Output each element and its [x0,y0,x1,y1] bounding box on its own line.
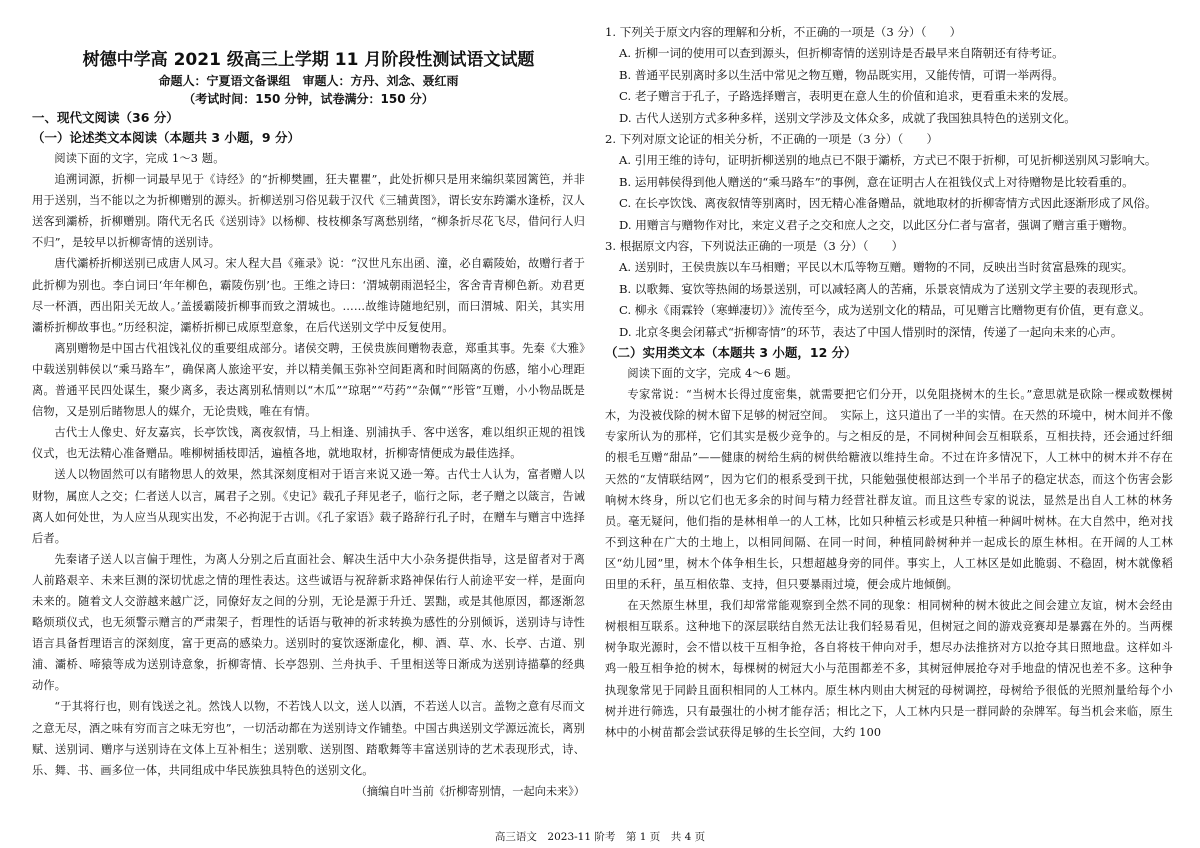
question-option[interactable]: B. 以歌舞、宴饮等热闹的场景送别，可以减轻离人的苦痛，乐景哀情成为了送别文学主要的表现形式。 [619,281,1146,296]
exam-title: 树德中学高 2021 级高三上学期 11 月阶段性测试语文试题 [82,50,535,70]
reading-intro: 阅读下面的文字，完成 4～6 题。 [627,367,798,381]
question-1 [605,22,1173,129]
passage-paragraph: 追溯词源，折柳一词最早见于《诗经》的“折柳樊圃，狂夫瞿瞿”，此处折柳只是用来编织菜园篱笆，并非用于送别，当不能以之为折柳赠别的源头。折柳送别习俗见载于汉代《三辅黄图》，谓长安东跨灞水逢桥，汉人送客到灞桥，折柳赠别。隋代无名氏《送别诗》以杨柳、枝枝柳条写离愁别绪，“柳条折尽花飞尽，借问行人归不归”，是较早以折柳寄情的送别诗。 [32,173,585,250]
passage-paragraph: “于其将行也，则有饯送之礼。然饯人以物，不若饯人以文，送人以酒，不若送人以言。盖物之意有尽而文之意无尽，酒之味有穷而言之味无穷也”，一切活动都在为送别诗文作铺垫。中国古典送别文学源远流长，离别赋、送别词、赠序与送别诗在文体上互补相生；送别歌、送别图、踏歌舞等丰富送别诗的艺术表现形式，诗、乐、舞、书、画多位一体，共同组成中华民族独具特色的送别文化。 [32,700,585,777]
subsection-heading: （一）论述类文本阅读（本题共 3 小题，9 分） [32,130,300,145]
left-column [32,48,585,802]
passage-paragraph: 古代士人像史、好友嘉宾，长亭饮饯，离夜叙情，马上相逢、别浦执手、客中送客，难以组织正规的祖饯仪式，也无法精心准备赠品。唯柳树插枝即活，遍植各地，就地取材，折柳寄情便成为最佳选择。 [32,426,585,461]
passage-paragraph: 离别赠物是中国古代祖饯礼仪的重要组成部分。诸侯交聘，王侯贵族间赠物表意，郑重其事。先秦《大雅》中载送别韩侯以“乘马路车”，确保离人旅途平安，并以精美佩玉弥补空间距离和时间隔离的伤感，缩小心理距离。普通平民四处谋生，聚少离多，表达离别私情则以“木瓜”“琼琚”“芍药”“杂佩”“彤管”互赠，小小物品既是信物，又是别后睹物思人的媒介，无论贵贱，唯在有情。 [32,341,585,419]
question-option[interactable]: A. 送别时，王侯贵族以车马相赠；平民以木瓜等物互赠。赠物的不同，反映出当时贫富悬殊的现实。 [619,260,1134,275]
passage-paragraph: 唐代灞桥折柳送别已成唐人风习。宋人程大昌《雍录》说：“汉世凡东出函、潼，必自霸陵始，故赠行者于此折柳为别也。李白词曰‘年年柳色，霸陵伤别’也。王维之诗曰：‘渭城朝雨浥轻尘，客舍青青柳色新。劝君更尽一杯酒，西出阳关无故人。’盖援霸陵折柳事而致之渭城也。……故维诗随地纪别，而曰渭城、阳关，其实用灞桥折柳故事也。”历经积淀，灞桥折柳已成原型意象，在后代送别文学中反复使用。 [32,257,585,334]
question-option[interactable]: D. 北京冬奥会闭幕式“折柳寄情”的环节，表达了中国人惜别时的深情，传递了一起向未来的心声。 [619,324,1123,339]
passage-paragraph: 送人以物固然可以有睹物思人的效果，然其深刻度相对于语言来说又逊一筹。古代士人认为，富者赠人以财物，属庶人之交；仁者送人以言，属君子之别。《史记》载孔子拜见老子，临行之际，老子赠之以箴言，告诫离人如何处世，为人应当从现实出发，不必拘泥于古训。《孔子家语》载子路辞行孔子时，在赠车与赠言中选择后者。 [32,468,585,545]
question-option[interactable]: A. 折柳一词的使用可以查到源头，但折柳寄情的送别诗是否最早来自隋朝还有待考证。 [619,46,1064,61]
subsection-heading: （二）实用类文本（本题共 3 小题，12 分） [605,345,857,361]
reading-intro: 阅读下面的文字，完成 1～3 题。 [54,152,225,165]
question-option[interactable]: C. 老子赠言于孔子，子路选择赠言，表明更在意人生的价值和追求，更看重未来的发展。 [619,89,1076,104]
question-option[interactable]: D. 古代人送别方式多种多样，送别文学涉及文体众多，成就了我国独具特色的送别文化。 [619,110,1076,125]
question-option[interactable]: C. 柳永《雨霖铃（寒蝉凄切）》流传至今，成为送别文化的精品，可见赠言比赠物更有价值，更有意义。 [619,303,1151,318]
page-footer: 高三语文 2023-11 阶考 第 1 页 共 4 页 [494,831,706,843]
question-option[interactable]: C. 在长亭饮饯、离夜叙情等别离时，因无精心准备赠品，就地取材的折柳寄情方式因此逐渐形成了风俗。 [619,196,1157,211]
section-heading: 一、现代文阅读（36 分） [32,110,179,125]
question-3 [605,236,1173,343]
question-option[interactable]: D. 用赠言与赠物作对比，来定义君子之交和庶人之交，以此区分仁者与富者，强调了赠言重于赠物。 [619,217,1134,232]
question-stem: 3. 根据原文内容，下列说法正确的一项是（3 分）（ ） [605,239,904,254]
question-stem: 2. 下列对原文论证的相关分析，不正确的一项是（3 分）（ ） [605,132,939,147]
question-stem: 1. 下列关于原文内容的理解和分析，不正确的一项是（3 分）（ ） [605,25,962,39]
right-column [605,22,1173,743]
question-option[interactable]: B. 普通平民别离时多以生活中常见之物互赠，物品既实用，又能传情，可谓一举两得。 [619,67,1064,82]
exam-info: （考试时间：150 分钟，试卷满分：150 分） [183,92,434,106]
passage-paragraph: 先秦诸子送人以言偏于理性，为离人分别之后直面社会、解决生活中大小杂务提供指导，这是留者对于离人前路艰辛、未来巨测的深切忧虑之情的理性表达。这些诚语与祝辞新求路神保佑行人前途平安一样，是面向未来的。随着文人交游越来越广泛，同僚好友之间的分别，无论是源于升迁、罢黜，或是其他原因，都逐渐忽略烦琐仪式，也无须警示赠言的严肃架子，哲理性的话语与敬神的祈求转换为感性的分别倾诉，送别诗与诗性语言具备哲理语言的深刻度，富于更高的感染力。送别时的宴饮逐渐虚化，柳、酒、草、水、长亭、古道、别浦、灞桥、啼猿等成为送别诗意象，折柳寄情、长亭怨别、兰舟执手、千里相送等日渐成为送别诗描摹的经典动作。 [32,552,585,693]
question-2 [605,129,1173,236]
passage-paragraph: 在天然原生林里，我们却常常能观察到全然不同的现象：相同树种的树木彼此之间会建立友谊，树木会经由树根相互联系。这种地下的深层联结自然无法让我们轻易看见，但树冠之间的游戏竞赛却是暴露在外的。当两棵树争取光源时，会不惜以枝干互相争抢，各自将枝干伸向对手，想尽办法推挤对方以抢夺其日照地盘。这样如斗鸡一般互相争抢的树木，每棵树的树冠大小与范围都差不多，其树冠伸展抢夺对手地盘的情况也差不多。这种争执现象常见于同龄且面积相同的人工林内。原生林内则由大树冠的母树调控，母树给予很低的光照剂量给每个小树并进行筛选，只有最强壮的小树才能存活；相比之下，人工林内只是一群同龄的杂牌军。每当机会来临，原生林中的小树苗都会尝试获得足够的生长空间，大约 100 [605,599,1173,739]
question-option[interactable]: A. 引用王维的诗句，证明折柳送别的地点已不限于灞桥，方式已不限于折柳，可见折柳送别风习影响大。 [619,153,1157,168]
question-option[interactable]: B. 运用韩侯得到他人赠送的“乘马路车”的事例，意在证明古人在祖钱仪式上对待赠物是比较看重的。 [619,174,1134,189]
passage-paragraph: 专家常说：“当树木长得过度密集，就需要把它们分开，以免阻挠树木的生长。”意思就是砍除一棵或数棵树木，为没被伐除的树木留下足够的树冠空间。 实际上，这只道出了一半的实情。在天然的环境中，树木间并不像专家所认为的那样，它们其实是极少竞争的。与之相反的是，不同树种间会互相联系，互相扶持，还会通过纤细的根毛互赠“甜品”——健康的树给生病的树供给糖液以维持生命。不过在许多情况下，人工林中的树木并不存在天然的“友情联结网”，因为它们的根系受到干扰，只能勉强使根部达到一个半吊子的稳定状态，而这个伤害会影响树木终身，所以它们也无多余的时间与精力经营社群友谊。而且这些专家的说法，显然是出自人工林的林务员。毫无疑问，他们指的是林相单一的人工林，比如只种植云杉或是只种植一种阔叶树林。在大自然中，绝对找不到这种在广大的土地上，以相同间隔、在同一时间，种植同龄树种并一起成长的原生林相。在开阔的人工林区“幼儿园”里，树木个体争相生长，只想超越身旁的同伴。事实上，人工林区是如此脆弱、不稳固，树木就像稻田里的禾秆，虽互相依靠、支持，但只要暴雨过境，便会成片地倾倒。 [605,388,1173,592]
authors-line: 命题人：宁夏语文备课组 审题人：方丹、刘念、聂红雨 [158,74,459,88]
passage-source: （摘编自叶当前《折柳寄别情，一起向未来》） [355,784,585,798]
